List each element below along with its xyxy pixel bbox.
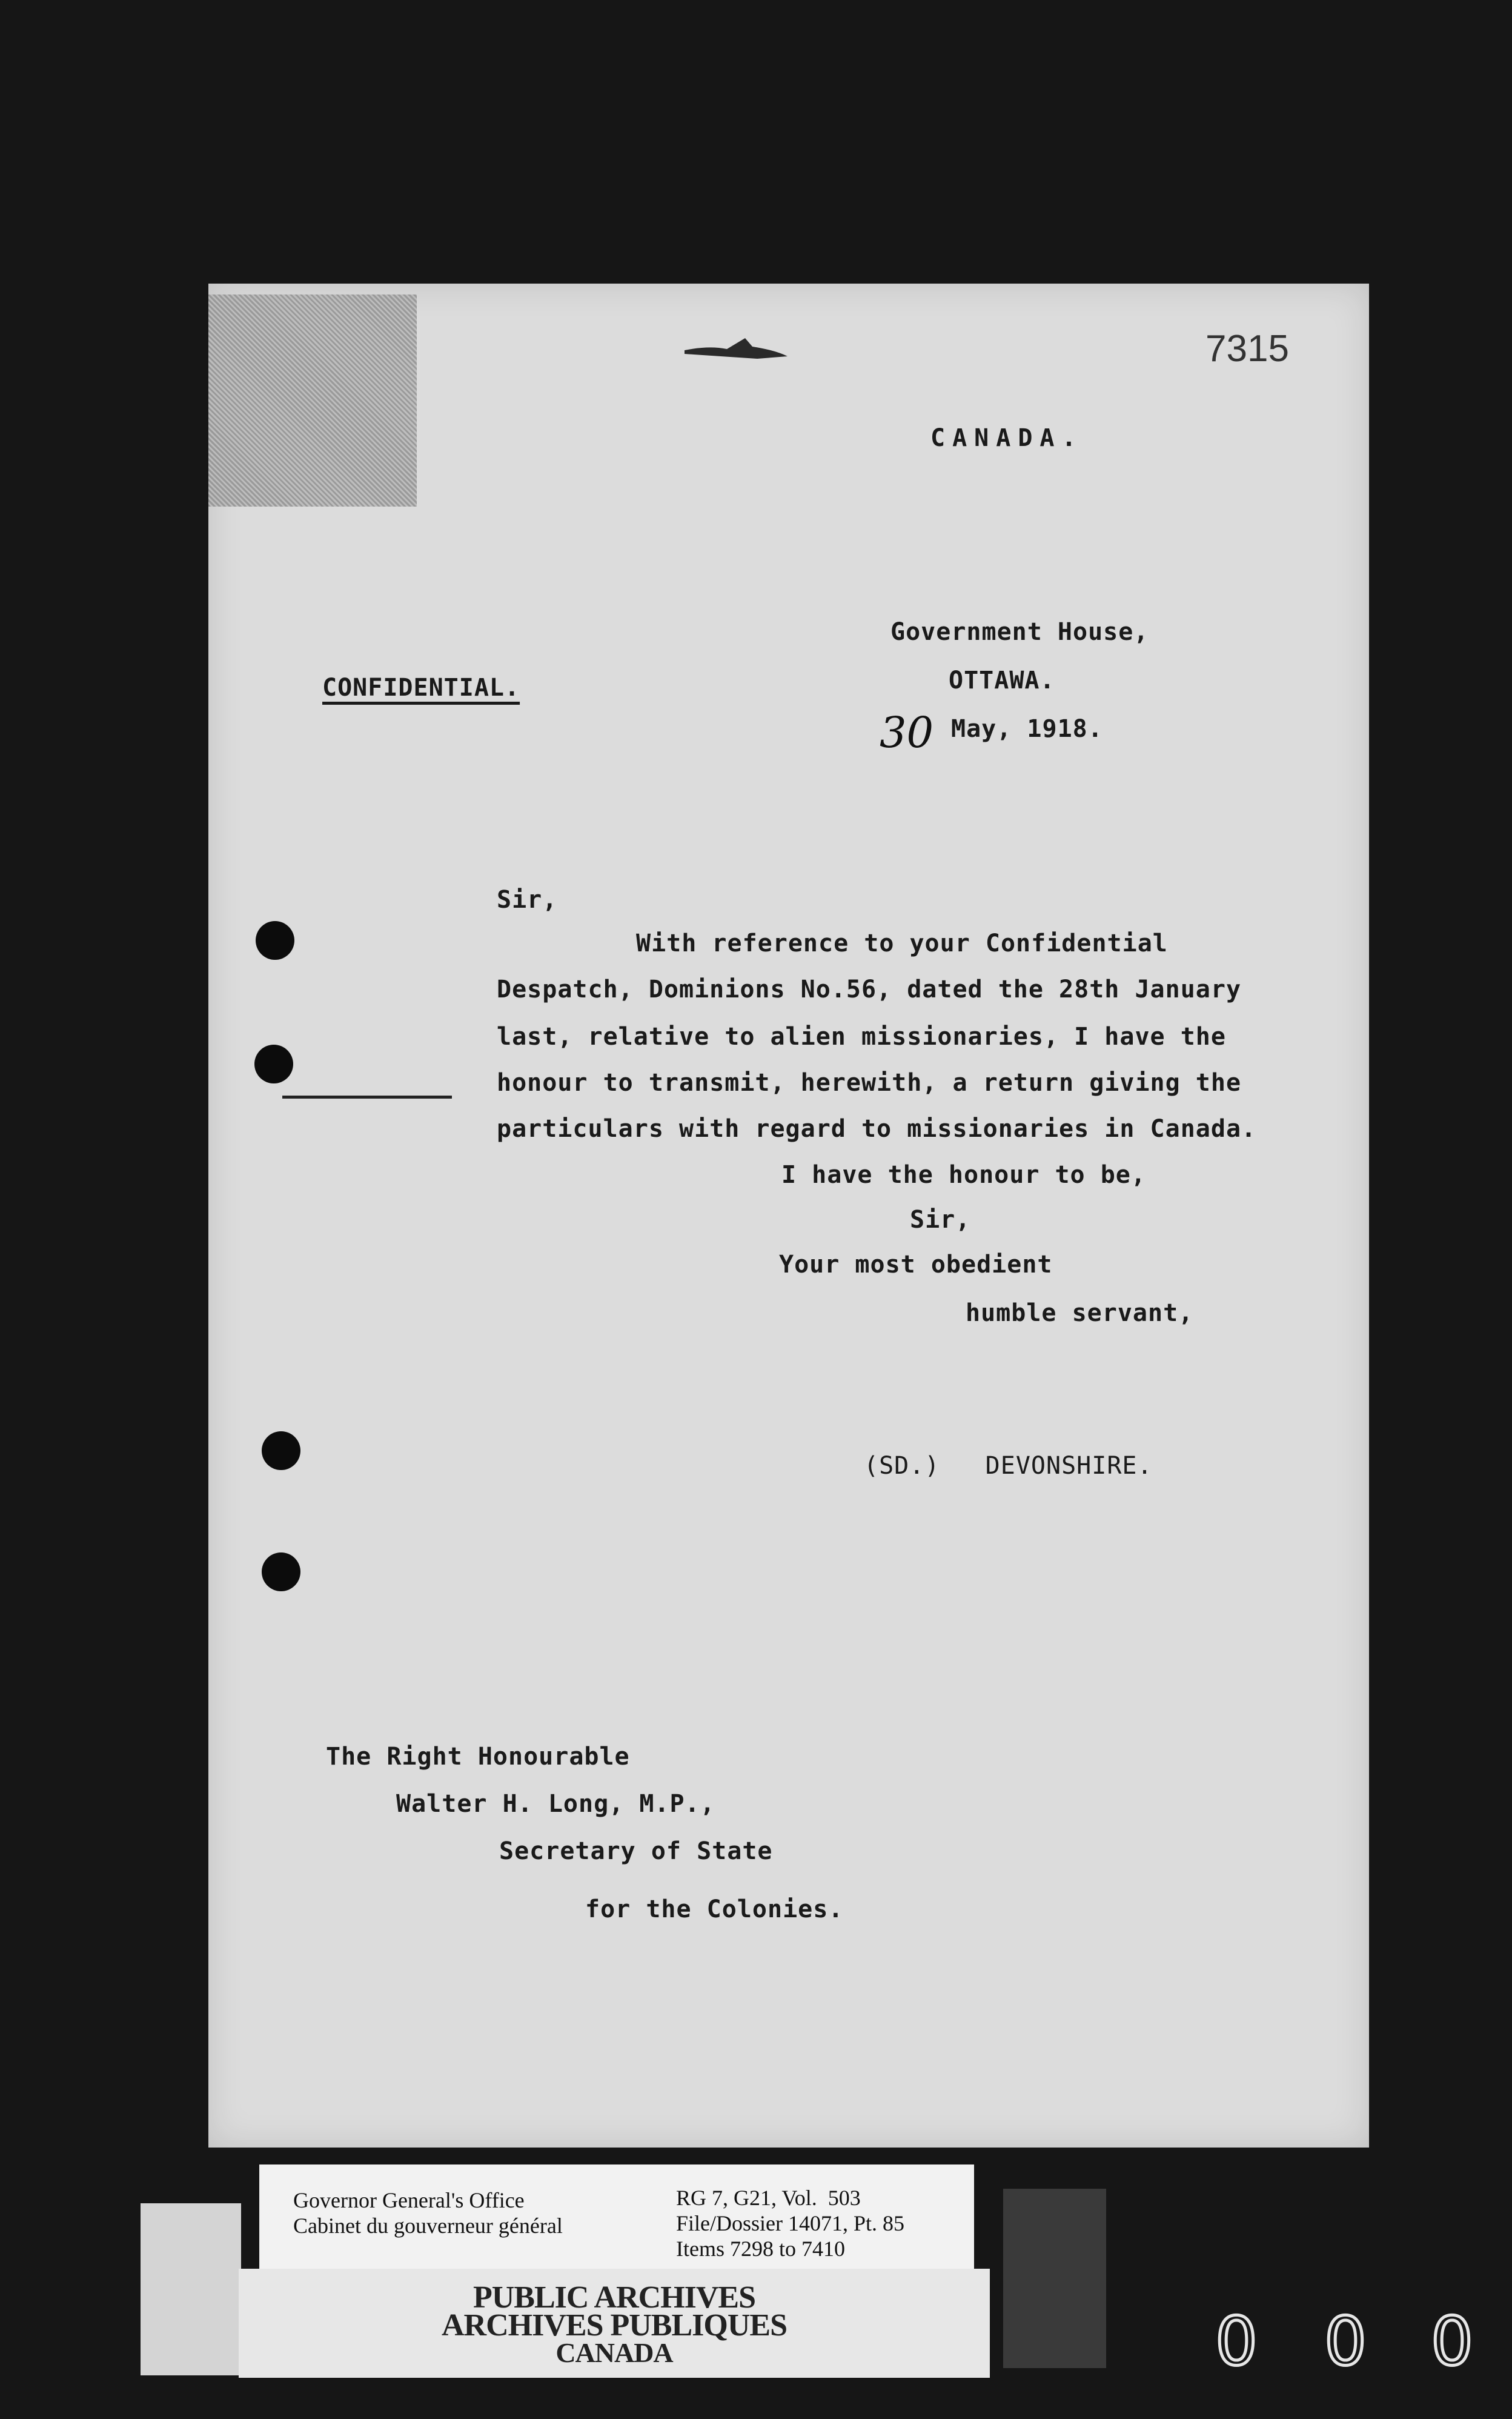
addressee-line: for the Colonies. — [585, 1895, 844, 1923]
margin-rule — [282, 1096, 452, 1099]
handwritten-date-day: 30 — [880, 708, 934, 757]
signature: (SD.) DEVONSHIRE. — [864, 1452, 1153, 1480]
closing-line: humble servant, — [966, 1299, 1194, 1327]
frame-number: 0 — [1324, 2303, 1367, 2380]
body-line: Despatch, Dominions No.56, dated the 28th January — [497, 976, 1242, 1003]
ink-blot-mark — [685, 332, 788, 361]
body-line: particulars with regard to missionaries in Canada. — [497, 1115, 1257, 1143]
stamp-line1: PUBLIC ARCHIVES — [472, 2280, 756, 2315]
closing-line: I have the honour to be, — [781, 1161, 1146, 1189]
body-line: With reference to your Confidential — [636, 930, 1168, 957]
addressee-line: Secretary of State — [499, 1837, 773, 1865]
date-text: May, 1918. — [951, 715, 1103, 743]
punch-hole — [256, 921, 294, 960]
archive-file: File/Dossier 14071, Pt. 85 — [676, 2211, 905, 2235]
closing-line: Your most obedient — [779, 1251, 1053, 1279]
archive-label — [259, 2164, 974, 2278]
grey-scale-swatch — [208, 294, 417, 507]
office-fr: Cabinet du gouverneur général — [293, 2214, 563, 2238]
document-page — [208, 284, 1369, 2148]
folio-number: 7315 — [1205, 328, 1289, 370]
dark-block — [1003, 2189, 1106, 2368]
archive-stamp — [239, 2269, 990, 2378]
addressee-line: Walter H. Long, M.P., — [396, 1790, 715, 1818]
frame-number: 0 — [1431, 2303, 1473, 2380]
body-line: last, relative to alien missionaries, I have the — [497, 1023, 1226, 1051]
archive-items: Items 7298 to 7410 — [676, 2237, 845, 2261]
address-line2: OTTAWA. — [949, 667, 1055, 694]
punch-hole — [254, 1045, 293, 1083]
office-en: Governor General's Office — [293, 2188, 525, 2212]
country-heading: CANADA. — [930, 424, 1084, 452]
body-line: honour to transmit, herewith, a return giving the — [497, 1069, 1242, 1097]
salutation: Sir, — [497, 886, 558, 914]
closing-line: Sir, — [910, 1206, 971, 1234]
addressee-line: The Right Honourable — [326, 1743, 630, 1771]
classification: CONFIDENTIAL. — [322, 674, 520, 702]
grey-block — [141, 2203, 241, 2375]
stamp-line2: ARCHIVES PUBLIQUES — [441, 2308, 788, 2343]
address-line1: Government House, — [890, 618, 1149, 646]
archive-reference: RG 7, G21, Vol. 503 — [676, 2186, 861, 2210]
stamp-line3: CANADA — [555, 2337, 673, 2368]
punch-hole — [262, 1431, 300, 1470]
frame-number: 0 — [1215, 2303, 1258, 2380]
punch-hole — [262, 1552, 300, 1591]
